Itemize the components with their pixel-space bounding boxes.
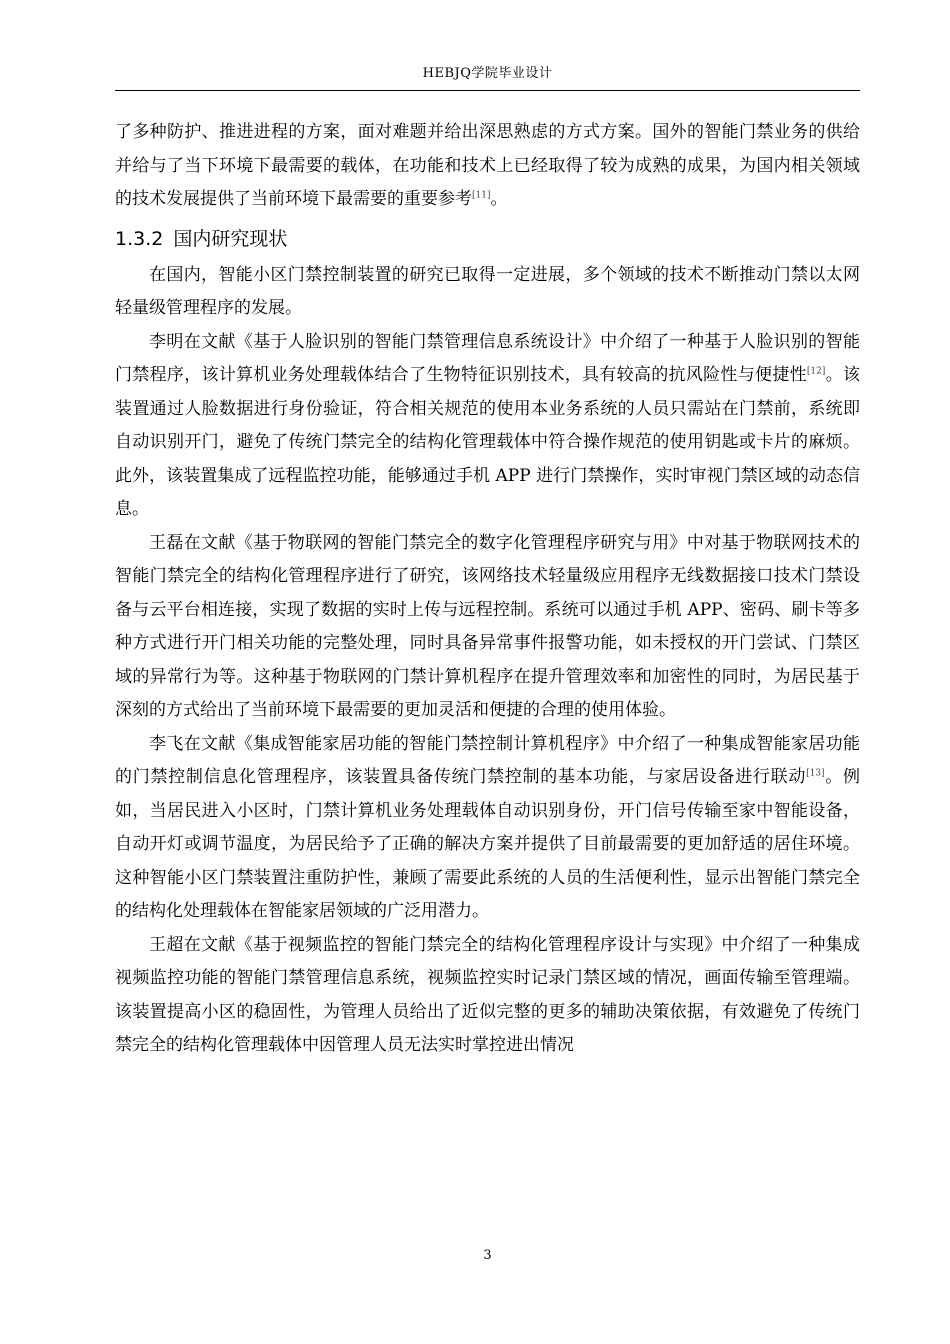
paragraph: [115, 527, 860, 728]
paragraph-continued: [115, 116, 860, 217]
citation-marker: [13]: [806, 768, 825, 779]
section-title: 国内研究现状: [173, 227, 288, 250]
paragraph: [115, 728, 860, 929]
paragraph-text: 王磊在文献《基于物联网的智能门禁完全的数字化管理程序研究与用》中对基于物联网技术的智能门禁完全的结构化管理程序进行了研究，该网络技术轻量级应用程序无线数据接口技术门禁设备与云平台相连接，实现了数据的实时上传与远程控制。系统可以通过手机 APP、密码、刷卡等多种方式进行开门相关功能的完整处理，同时具备异常事件报警功能，如未授权的开门尝试、门禁区域的异常行为等。这种基于物联网的门禁计算机程序在提升管理效率和加密性的同时，为居民基于深刻的方式给出了当前环境下最需要的更加灵活和便捷的合理的使用体验。: [115, 532, 860, 720]
paragraph: [115, 259, 860, 326]
paragraph-text: 在国内，智能小区门禁控制装置的研究已取得一定进展，多个领域的技术不断推动门禁以太网轻量级管理程序的发展。: [115, 264, 860, 318]
paragraph-text: 李明在文献《基于人脸识别的智能门禁管理信息系统设计》中介绍了一种基于人脸识别的智能门禁程序，该计算机业务处理载体结合了生物特征识别技术，具有较高的抗风险性与便捷性: [115, 331, 860, 385]
paragraph: [115, 326, 860, 527]
paragraph: [115, 929, 860, 1063]
body-text: [115, 116, 860, 1063]
citation-marker: [11]: [472, 190, 491, 201]
paragraph-text: 了多种防护、推进进程的方案，面对难题并给出深思熟虑的方式方案。国外的智能门禁业务的供给并给与了当下环境下最需要的载体，在功能和技术上已经取得了较为成熟的成果，为国内相关领域的技术发展提供了当前环境下最需要的重要参考: [115, 122, 860, 209]
paragraph-text: 李飞在文献《集成智能家居功能的智能门禁控制计算机程序》中介绍了一种集成智能家居功能的门禁控制信息化管理程序，该装置具备传统门禁控制的基本功能，与家居设备进行联动: [115, 733, 860, 787]
section-number: 1.3.2: [115, 227, 164, 250]
paragraph-text-tail: 。: [490, 189, 508, 209]
page-number: 3: [483, 1248, 492, 1263]
citation-marker: [12]: [806, 366, 826, 377]
paragraph-text-tail: 。例如，当居民进入小区时，门禁计算机业务处理载体自动识别身份，开门信号传输至家中智能设备，自动开灯或调节温度，为居民给予了正确的解决方案并提供了目前最需要的更加舒适的居住环境。这种智能小区门禁装置注重防护性，兼顾了需要此系统的人员的生活便利性，显示出智能门禁完全的结构化处理载体在智能家居领域的广泛用潜力。: [115, 767, 861, 921]
header-rule: [115, 90, 860, 91]
section-heading: [115, 225, 860, 253]
running-header: HEBJQ学院毕业设计: [422, 66, 553, 81]
paragraph-text: 王超在文献《基于视频监控的智能门禁完全的结构化管理程序设计与实现》中介绍了一种集成视频监控功能的智能门禁管理信息系统，视频监控实时记录门禁区域的情况，画面传输至管理端。该装置提高小区的稳固性，为管理人员给出了近似完整的更多的辅助决策依据，有效避免了传统门禁完全的结构化管理载体中因管理人员无法实时掌控进出情况: [115, 934, 860, 1055]
paragraph-text-tail: 。该装置通过人脸数据进行身份验证，符合相关规范的使用本业务系统的人员只需站在门禁前，系统即自动识别开门，避免了传统门禁完全的结构化管理载体中符合操作规范的使用钥匙或卡片的麻烦。此外，该装置集成了远程监控功能，能够通过手机 APP 进行门禁操作，实时审视门禁区域的动态信息。: [115, 365, 861, 519]
